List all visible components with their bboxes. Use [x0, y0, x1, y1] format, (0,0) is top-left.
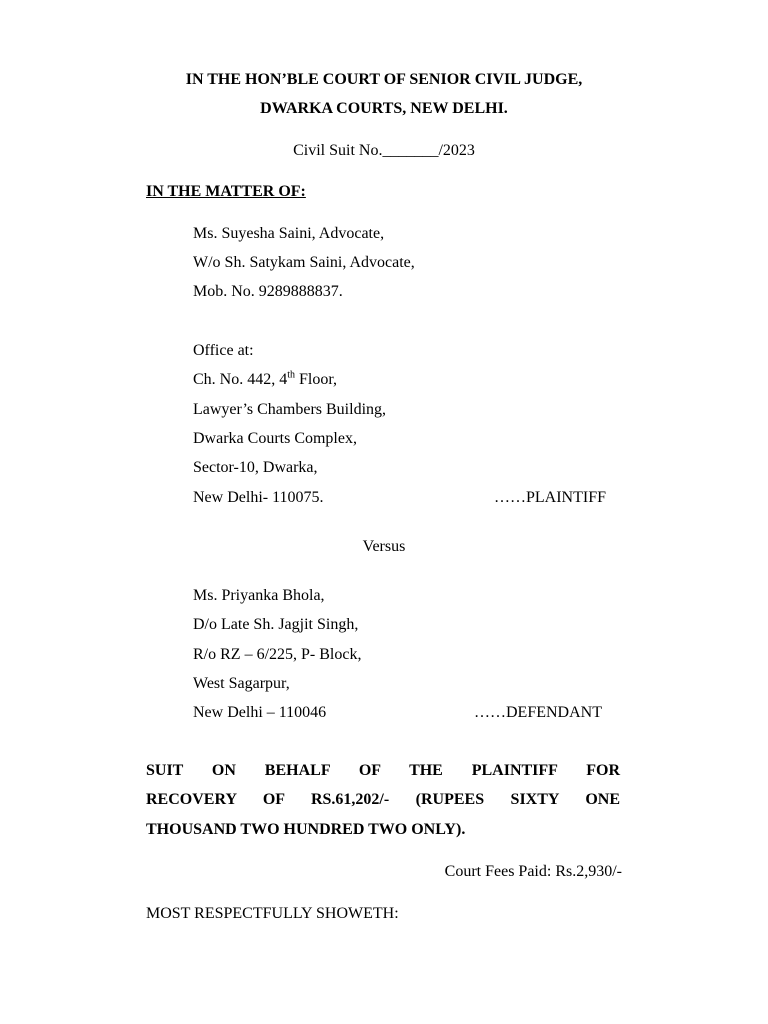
plaintiff-sector: Sector-10, Dwarka,	[193, 459, 318, 476]
civil-suit-number: Civil Suit No._______/2023	[293, 142, 475, 159]
court-fees: Court Fees Paid: Rs.2,930/-	[444, 863, 622, 880]
plaintiff-chamber	[193, 370, 337, 390]
versus-label: Versus	[362, 538, 406, 555]
court-heading-line1: IN THE HON’BLE COURT OF SENIOR CIVIL JUDGE,	[185, 71, 583, 88]
office-label: Office at:	[193, 342, 254, 359]
defendant-address: R/o RZ – 6/225, P- Block,	[193, 646, 362, 663]
defendant-area: West Sagarpur,	[193, 675, 290, 692]
court-heading-line2: DWARKA COURTS, NEW DELHI.	[260, 100, 508, 117]
suit-title-line1: SUIT ON BEHALF OF THE PLAINTIFF FOR	[146, 762, 620, 779]
suit-title-line3: THOUSAND TWO HUNDRED TWO ONLY).	[146, 821, 466, 838]
chamber-suffix: Floor,	[295, 371, 338, 388]
showeth-heading: MOST RESPECTFULLY SHOWETH:	[146, 905, 399, 922]
suit-title-line2: RECOVERY OF RS.61,202/- (RUPEES SIXTY ONE	[146, 791, 620, 808]
plaintiff-mobile: Mob. No. 9289888837.	[193, 283, 343, 300]
plaintiff-relation: W/o Sh. Satykam Saini, Advocate,	[193, 254, 415, 271]
plaintiff-name: Ms. Suyesha Saini, Advocate,	[193, 225, 385, 242]
defendant-role: ……DEFENDANT	[474, 704, 602, 721]
defendant-name: Ms. Priyanka Bhola,	[193, 587, 325, 604]
defendant-city: New Delhi – 110046	[193, 704, 327, 721]
chamber-ordinal: th	[287, 369, 296, 381]
defendant-relation: D/o Late Sh. Jagjit Singh,	[193, 616, 359, 633]
plaintiff-city: New Delhi- 110075.	[193, 489, 324, 506]
chamber-prefix: Ch. No. 442, 4	[193, 371, 288, 388]
plaintiff-complex: Dwarka Courts Complex,	[193, 430, 357, 447]
plaintiff-building: Lawyer’s Chambers Building,	[193, 401, 387, 418]
plaintiff-role: ……PLAINTIFF	[494, 489, 607, 506]
matter-heading: IN THE MATTER OF:	[146, 183, 306, 200]
